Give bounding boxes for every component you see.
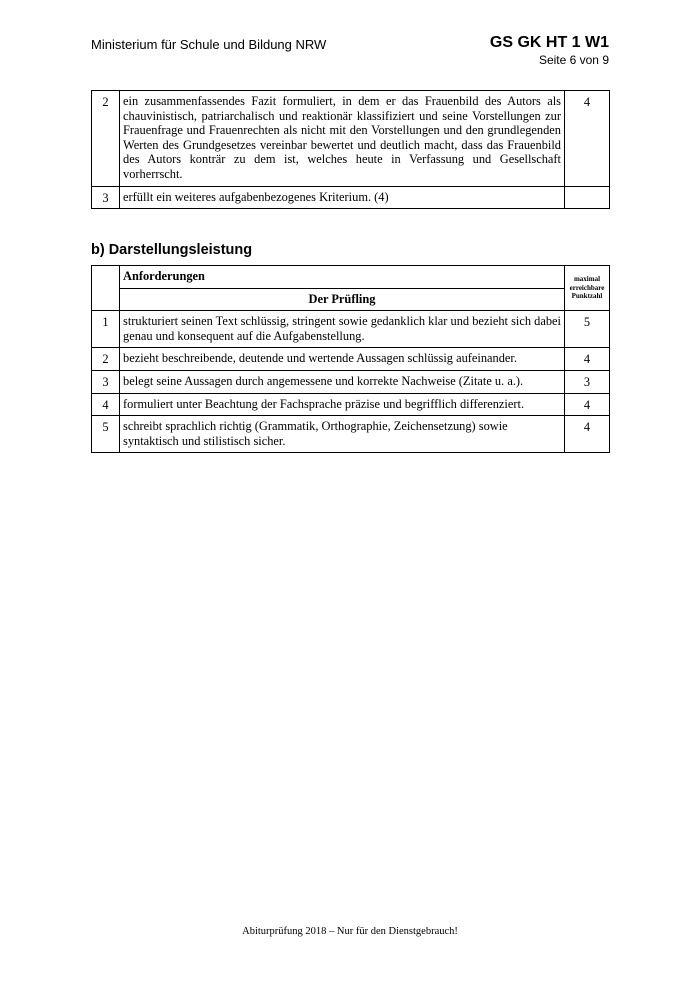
header-requirements: Anforderungen [120, 266, 565, 289]
table-row [92, 370, 610, 393]
exam-code: GS GK HT 1 W1 [489, 34, 609, 51]
row-text: strukturiert seinen Text schlüssig, stringent sowie gedanklich klar und bezieht sich dabei genau und konsequent auf die Aufgabenstellung. [120, 311, 565, 348]
row-text: erfüllt ein weiteres aufgabenbezogenes Kriterium. (4) [120, 186, 565, 209]
page-footer: Abiturprüfung 2018 – Nur für den Dienstgebrauch! [242, 926, 458, 937]
criteria-table-presentation [91, 265, 610, 453]
header-right [490, 33, 609, 67]
row-number: 2 [92, 91, 120, 187]
row-number: 2 [92, 348, 120, 371]
row-points [565, 186, 610, 209]
header-points-line: Punktzahl [571, 292, 603, 301]
table-row [92, 186, 610, 209]
row-points: 4 [565, 393, 610, 416]
table-row [92, 348, 610, 371]
table-row [92, 91, 610, 187]
header-candidate: Der Prüfling [120, 288, 565, 311]
row-text: ein zusammenfassendes Fazit formuliert, in dem er das Frauenbild des Autors als chauvinistisch, patriarchalisch und reaktionär klassifiziert und seine Vorstellungen zur Frauenfrage und Frauenrechten als nicht mit den Vorstellungen und den grundlegenden Werten des Grundgesetzes vereinbar bewertet und deutlich macht, dass das Frauenbild des Autors konträr zu dem ist, welches heute in Verfassung und Gesellschaft vorherrscht. [120, 91, 565, 187]
table-header-row [92, 266, 610, 289]
row-number: 5 [92, 416, 120, 453]
row-points: 5 [565, 311, 610, 348]
row-number: 3 [92, 186, 120, 209]
row-number: 3 [92, 370, 120, 393]
criteria-table-content [91, 90, 610, 209]
row-text: formuliert unter Beachtung der Fachsprache präzise und begrifflich differenziert. [120, 393, 565, 416]
header-blank-cell [92, 266, 120, 311]
page-number: Seite 6 von 9 [538, 53, 609, 67]
row-number: 4 [92, 393, 120, 416]
table-row [92, 416, 610, 453]
header-points-line: maximal [573, 275, 601, 284]
row-points: 4 [565, 91, 610, 187]
header-max-points [565, 266, 610, 311]
row-points: 3 [565, 370, 610, 393]
row-points: 4 [565, 348, 610, 371]
table-row [92, 393, 610, 416]
row-number: 1 [92, 311, 120, 348]
ministry-name: Ministerium für Schule und Bildung NRW [91, 37, 327, 52]
row-text: bezieht beschreibende, deutende und wertende Aussagen schlüssig aufeinander. [120, 348, 565, 371]
row-points: 4 [565, 416, 610, 453]
header-points-line: erreichbare [569, 283, 605, 292]
row-text: schreibt sprachlich richtig (Grammatik, Orthographie, Zeichensetzung) sowie syntaktisch und stilistisch sicher. [120, 416, 565, 453]
table-row [92, 311, 610, 348]
table-subheader-row [92, 288, 610, 311]
section-heading: b) Darstellungsleistung [91, 242, 253, 258]
row-text: belegt seine Aussagen durch angemessene und korrekte Nachweise (Zitate u. a.). [120, 370, 565, 393]
